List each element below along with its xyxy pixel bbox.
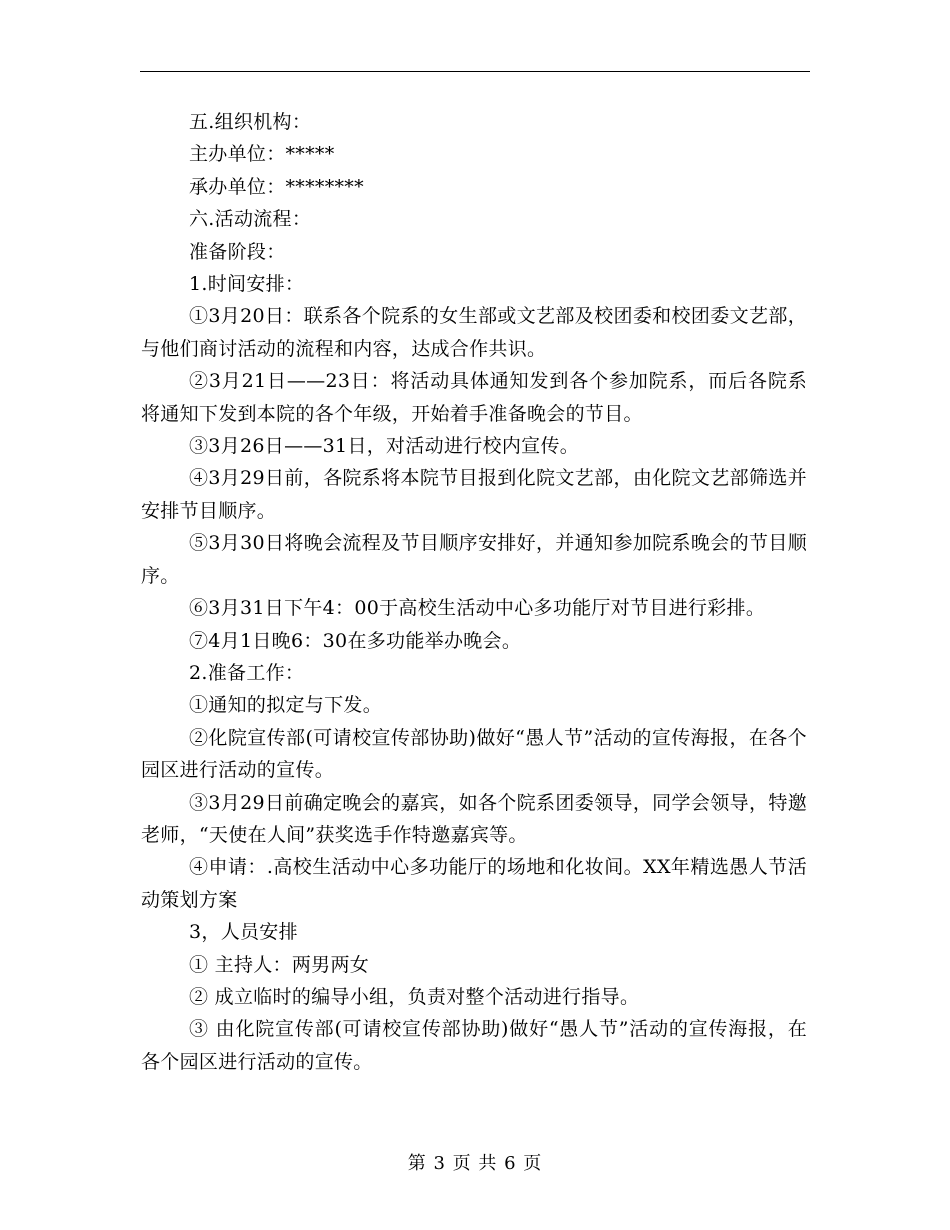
subheading-time-schedule: 1.时间安排： (189, 273, 305, 296)
page-number-footer: 第 3 页 共 6 页 (407, 1153, 543, 1174)
organizer-line: 主办单位：***** (189, 143, 335, 166)
staffing-item-2: ② 成立临时的编导小组，负责对整个活动进行指导。 (189, 985, 640, 1008)
heading-activity-process: 六.活动流程： (189, 208, 312, 231)
header-rule (140, 71, 810, 72)
schedule-item-3: ③3月26日——31日，对活动进行校内宣传。 (189, 435, 580, 458)
heading-organization: 五.组织机构： (189, 111, 312, 133)
staffing-item-3: ③ 由化院宣传部(可请校宣传部协助)做好“愚人节”活动的宣传海报，在各个园区进行活动的宣传。 (141, 1018, 807, 1073)
document-body (141, 106, 807, 1078)
co-organizer-line: 承办单位：******** (189, 175, 364, 198)
schedule-item-7: ⑦4月1日晚6：30在多功能举办晚会。 (189, 629, 522, 652)
work-item-2: ②化院宣传部(可请校宣传部协助)做好“愚人节”活动的宣传海报，在各个园区进行活动的宣传。 (141, 726, 807, 782)
work-item-3: ③3月29日前确定晚会的嘉宾，如各个院系团委领导，同学会领导，特邀老师，“天使在人间”获奖选手作特邀嘉宾等。 (141, 791, 807, 846)
work-item-1: ①通知的拟定与下发。 (189, 694, 383, 717)
subheading-preparation-stage: 准备阶段： (189, 240, 286, 263)
subheading-preparation-work: 2.准备工作： (189, 661, 305, 684)
work-item-4: ④申请：.高校生活动中心多功能厅的场地和化妆间。XX年精选愚人节活动策划方案 (141, 856, 807, 911)
schedule-item-2: ②3月21日——23日：将活动具体通知发到各个参加院系，而后各院系将通知下发到本院的各个年级，开始着手准备晚会的节目。 (141, 370, 807, 425)
schedule-item-1: ①3月20日：联系各个院系的女生部或文艺部及校团委和校团委文艺部，与他们商讨活动的流程和内容，达成合作共识。 (141, 305, 807, 360)
schedule-item-5: ⑤3月30日将晚会流程及节目顺序安排好，并通知参加院系晚会的节目顺序。 (141, 532, 807, 587)
staffing-item-1: ① 主持人：两男两女 (189, 953, 370, 976)
schedule-item-4: ④3月29日前，各院系将本院节目报到化院文艺部，由化院文艺部筛选并安排节目顺序。 (141, 467, 807, 522)
subheading-staffing: 3，人员安排 (189, 921, 298, 944)
schedule-item-6: ⑥3月31日下午4：00于高校生活动中心多功能厅对节目进行彩排。 (189, 597, 766, 620)
